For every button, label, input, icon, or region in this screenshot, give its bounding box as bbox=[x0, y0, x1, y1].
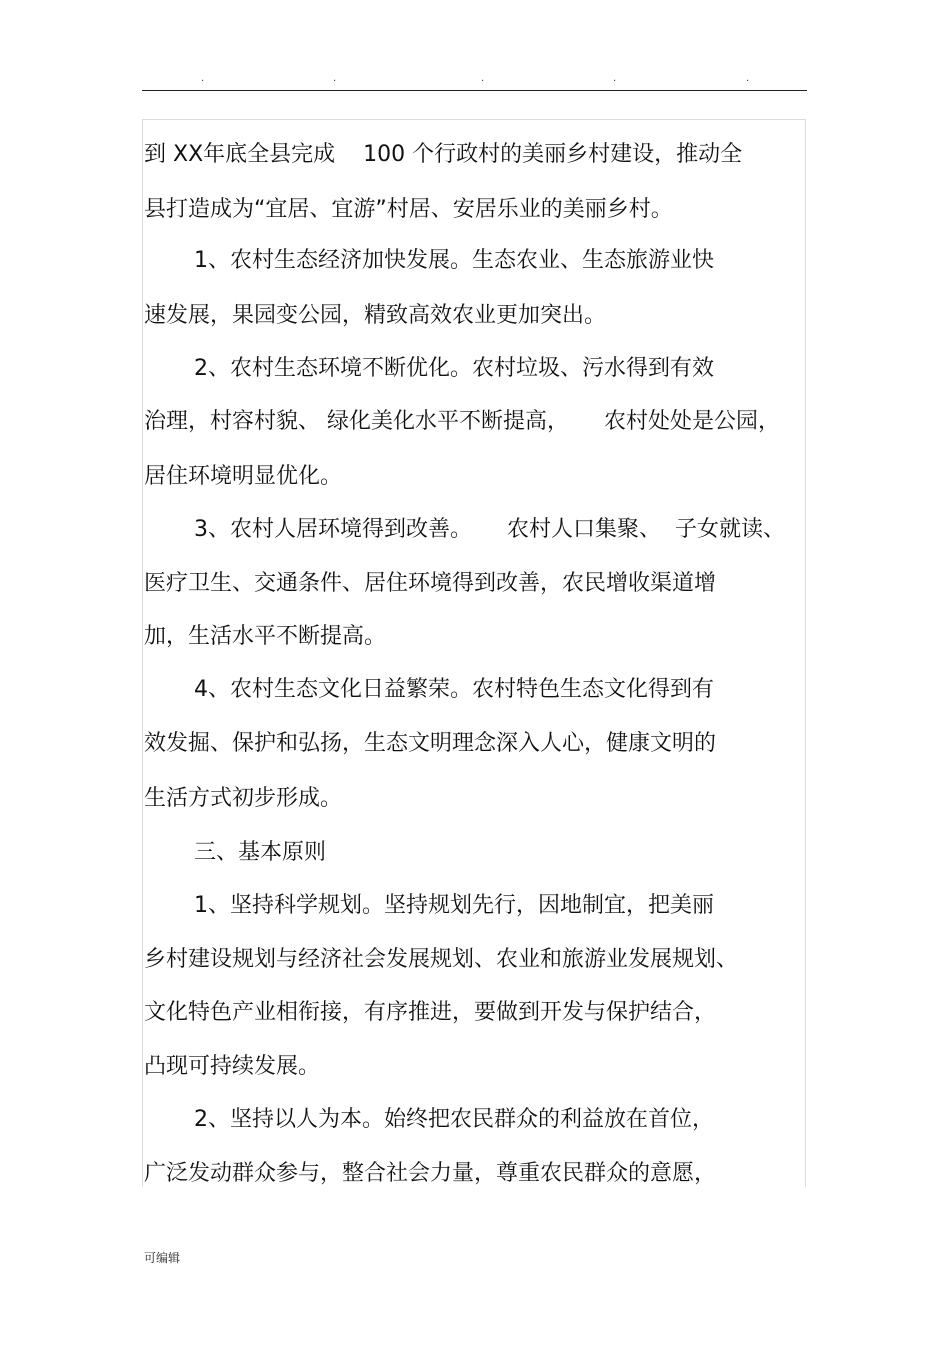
paragraph-line: 居住环境明显优化。 bbox=[144, 464, 343, 489]
header-dot: . bbox=[746, 73, 750, 84]
paragraph-line: 医疗卫生、交通条件、居住环境得到改善，农民增收渠道增 bbox=[144, 571, 717, 596]
paragraph-line: 广泛发动群众参与，整合社会力量，尊重农民群众的意愿， bbox=[144, 1161, 717, 1186]
header-dot: . bbox=[481, 73, 485, 84]
paragraph-line: 效发掘、保护和弘扬，生态文明理念深入人心，健康文明的 bbox=[144, 731, 717, 756]
paragraph-line: 加，生活水平不断提高。 bbox=[144, 624, 387, 649]
header-dot: . bbox=[613, 73, 617, 84]
header-dot: . bbox=[201, 73, 205, 84]
header-dots bbox=[0, 72, 950, 86]
paragraph-line: 文化特色产业相衔接，有序推进，要做到开发与保护结合， bbox=[144, 1000, 717, 1025]
header-dot: . bbox=[333, 73, 337, 84]
header-rule bbox=[142, 90, 807, 91]
paragraph-line: 乡村建设规划与经济社会发展规划、农业和旅游业发展规划、 bbox=[144, 947, 739, 972]
paragraph-line: 生活方式初步形成。 bbox=[144, 786, 343, 811]
paragraph-line: 1、农村生态经济加快发展。生态农业、生态旅游业快 bbox=[194, 248, 714, 273]
section-heading: 三、基本原则 bbox=[194, 840, 327, 865]
paragraph-line: 速发展，果园变公园，精致高效农业更加突出。 bbox=[144, 303, 607, 328]
footer-label: 可编辑 bbox=[144, 1251, 181, 1265]
paragraph-line: 县打造成为“宜居、宜游”村居、安居乐业的美丽乡村。 bbox=[144, 197, 673, 222]
paragraph-line: 到 XX年底全县完成 100 个行政村的美丽乡村建设，推动全 bbox=[144, 142, 743, 167]
paragraph-line: 1、坚持科学规划。坚持规划先行，因地制宜，把美丽 bbox=[194, 893, 714, 918]
paragraph-line: 2、农村生态环境不断优化。农村垃圾、污水得到有效 bbox=[194, 356, 714, 381]
paragraph-line: 3、农村人居环境得到改善。 农村人口集聚、 子女就读、 bbox=[194, 517, 785, 542]
paragraph-line: 凸现可持续发展。 bbox=[144, 1054, 321, 1079]
paragraph-line: 4、农村生态文化日益繁荣。农村特色生态文化得到有 bbox=[194, 677, 714, 702]
paragraph-line: 2、坚持以人为本。始终把农民群众的利益放在首位， bbox=[194, 1107, 714, 1132]
paragraph-line: 治理，村容村貌、 绿化美化水平不断提高， 农村处处是公园， bbox=[144, 409, 780, 434]
